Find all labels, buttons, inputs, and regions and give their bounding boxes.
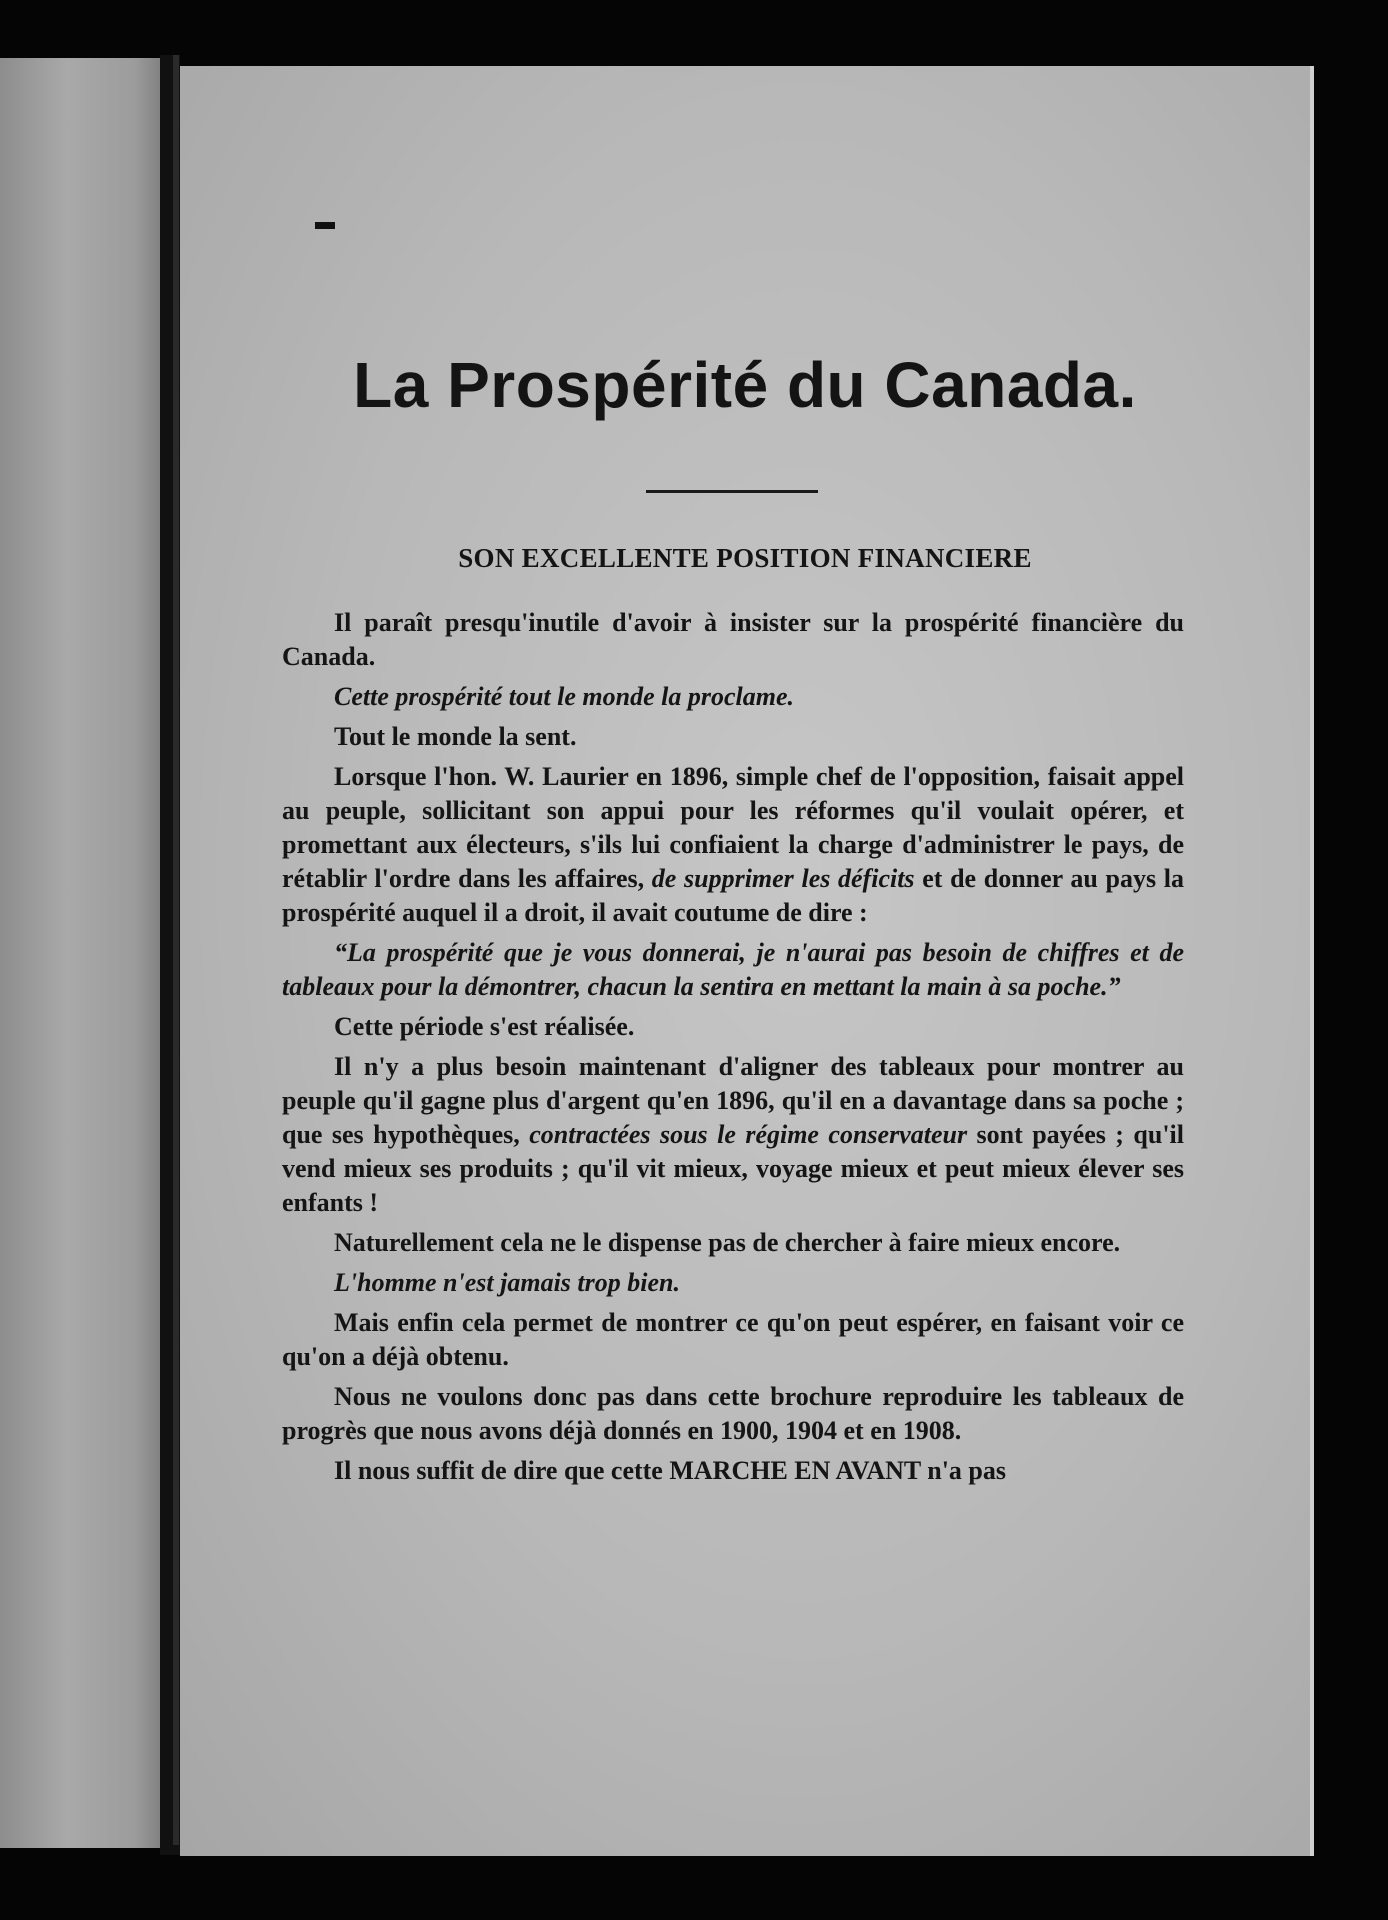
facing-page-edge [0, 58, 168, 1848]
page-title: La Prospérité du Canada. [353, 349, 1137, 421]
paragraph-8: Naturellement cela ne le dispense pas de chercher à faire mieux encore. [334, 1228, 1121, 1257]
page-right-edge [1310, 66, 1314, 1856]
body-text [282, 606, 1184, 1494]
paragraph-2: Cette prospérité tout le monde la proclame. [334, 682, 795, 711]
title-divider [646, 490, 818, 493]
laurier-quote: “La prospérité que je vous donnerai, je n'aurai pas besoin de chiffres et de tableaux pour la démontrer, chacun la sentira en mettant la main à sa poche.” [282, 938, 1184, 1001]
paragraph-3: Tout le monde la sent. [334, 722, 577, 751]
paragraph-7-emphasis: contractées sous le régime conservateur [529, 1120, 968, 1149]
document-page [180, 66, 1310, 1856]
paragraph-7-part-a: Il n'y a plus besoin maintenant d'aligner des tableaux pour montrer au peuple qu'il gagne plus d'argent qu'en 1896, qu'il en a davantage dans sa poche ; que ses hypothèques, [282, 1052, 1184, 1149]
page-gutter-line [173, 55, 179, 1845]
paragraph-6: Cette période s'est réalisée. [334, 1012, 635, 1041]
section-heading: SON EXCELLENTE POSITION FINANCIERE [458, 543, 1032, 573]
paragraph-7 [282, 1050, 1184, 1220]
paragraph-7-part-c: sont payées ; qu'il vend mieux ses produits ; qu'il vit mieux, voyage mieux et peut mieux élever ses enfants ! [282, 1120, 1185, 1217]
ink-mark [315, 222, 335, 229]
paragraph-4-part-c: et de donner au pays la prospérité auquel il a droit, il avait coutume de dire : [282, 864, 1184, 927]
paragraph-10: Mais enfin cela permet de montrer ce qu'on peut espérer, en faisant voir ce qu'on a déjà obtenu. [282, 1308, 1184, 1371]
paragraph-4 [282, 760, 1184, 930]
paragraph-4-emphasis: de supprimer les déficits [651, 864, 915, 893]
paragraph-12: Il nous suffit de dire que cette MARCHE EN AVANT n'a pas [334, 1456, 1007, 1485]
paragraph-9: L'homme n'est jamais trop bien. [334, 1268, 680, 1297]
paragraph-11: Nous ne voulons donc pas dans cette brochure reproduire les tableaux de progrès que nous avons déjà donnés en 1900, 1904 et en 1908. [282, 1382, 1184, 1445]
paragraph-1: Il paraît presqu'inutile d'avoir à insister sur la prospérité financière du Canada. [282, 608, 1184, 671]
paragraph-4-part-a: Lorsque l'hon. W. Laurier en 1896, simple chef de l'opposition, faisait appel au peuple, sollicitant son appui pour les réformes qu'il voulait opérer, et promettant aux électeurs, s'ils lui confiaient la charge d'administrer le pays, de rétablir l'ordre dans les affaires, [282, 762, 1184, 893]
